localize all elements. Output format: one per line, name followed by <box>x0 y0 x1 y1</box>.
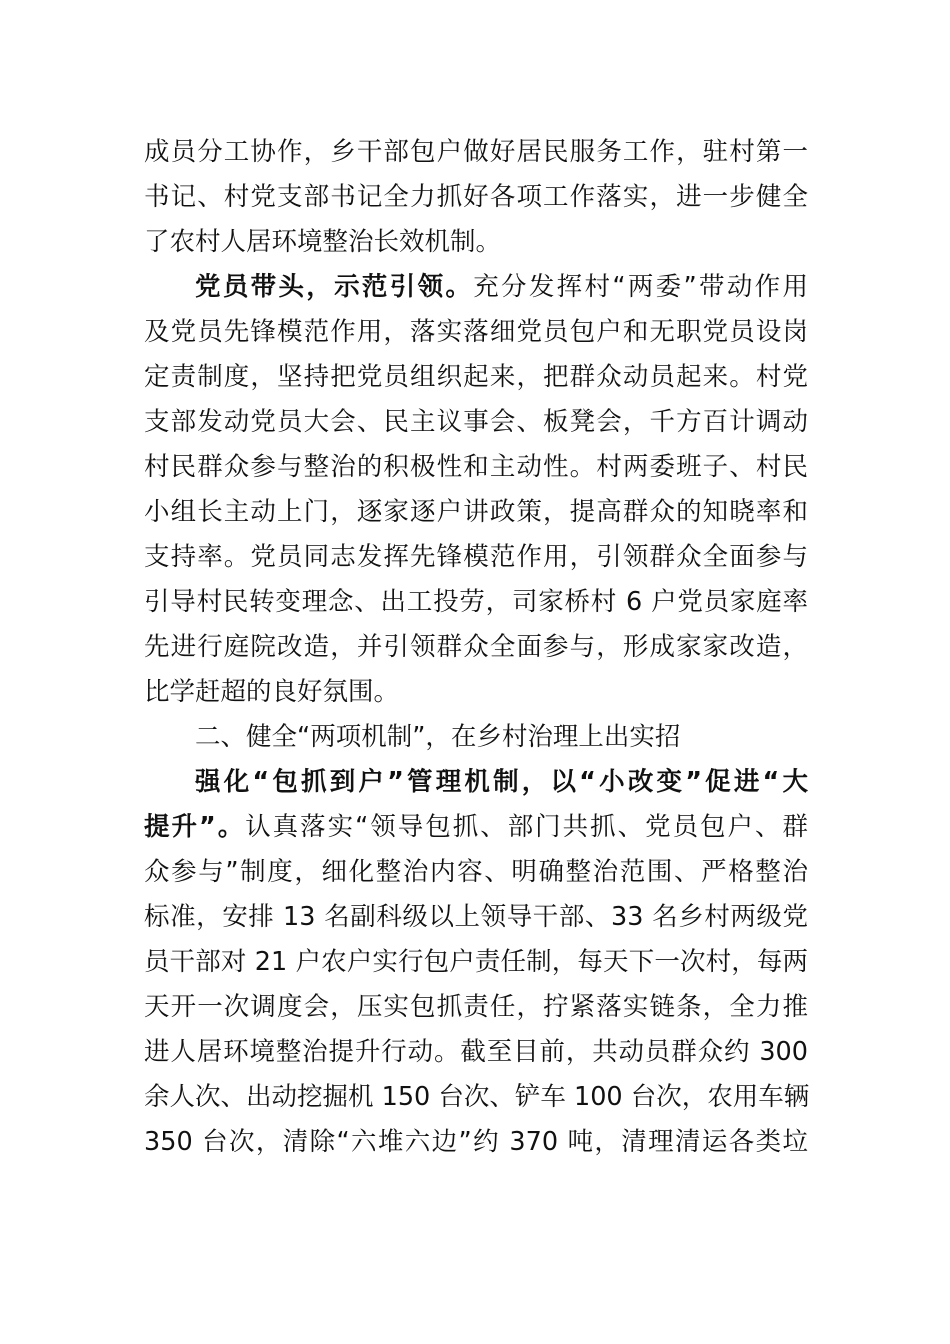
paragraph-line: 引导村民转变理念、出工投劳，司家桥村 6 户党员家庭率 <box>144 587 808 617</box>
document-page <box>144 130 808 1165</box>
paragraph-line: 及党员先锋模范作用，落实落细党员包户和无职党员设岗 <box>144 317 808 347</box>
paragraph-heading: 提升”。 <box>144 812 246 842</box>
paragraph-line: 标准，安排 13 名副科级以上领导干部、33 名乡村两级党 <box>144 902 808 932</box>
paragraph-heading: 强化“包抓到户”管理机制，以“小改变”促进“大 <box>195 767 808 797</box>
paragraph-line: 提升”。认真落实“领导包抓、部门共抓、党员包户、群 <box>144 812 808 842</box>
paragraph-line: 党员带头，示范引领。充分发挥村“两委”带动作用 <box>195 272 808 302</box>
paragraph-line: 众参与”制度，细化整治内容、明确整治范围、严格整治 <box>144 857 808 887</box>
paragraph-line: 支持率。党员同志发挥先锋模范作用，引领群众全面参与 <box>144 542 808 572</box>
paragraph-line: 350 台次，清除“六堆六边”约 370 吨，清理清运各类垃 <box>144 1127 808 1157</box>
paragraph-line: 先进行庭院改造，并引领群众全面参与，形成家家改造， <box>144 632 808 662</box>
paragraph-line: 员干部对 21 户农户实行包户责任制，每天下一次村，每两 <box>144 947 808 977</box>
paragraph-line <box>144 760 808 805</box>
paragraph-line: 定责制度，坚持把党员组织起来，把群众动员起来。村党 <box>144 362 808 392</box>
paragraph-line: 比学赶超的良好氛围。 <box>144 677 400 707</box>
paragraph-line: 天开一次调度会，压实包抓责任，拧紧落实链条，全力推 <box>144 992 808 1022</box>
paragraph-line: 村民群众参与整治的积极性和主动性。村两委班子、村民 <box>144 452 808 482</box>
paragraph-line: 了农村人居环境整治长效机制。 <box>144 227 502 257</box>
paragraph-line: 成员分工协作，乡干部包户做好居民服务工作，驻村第一 <box>144 137 808 167</box>
paragraph-line: 进人居环境整治提升行动。截至目前，共动员群众约 300 <box>144 1037 808 1067</box>
paragraph-line: 支部发动党员大会、民主议事会、板凳会，千方百计调动 <box>144 407 808 437</box>
paragraph-line: 小组长主动上门，逐家逐户讲政策，提高群众的知晓率和 <box>144 497 808 527</box>
paragraph-line: 书记、村党支部书记全力抓好各项工作落实，进一步健全 <box>144 182 808 212</box>
section-heading: 二、健全“两项机制”，在乡村治理上出实招 <box>195 722 681 752</box>
paragraph-line: 余人次、出动挖掘机 150 台次、铲车 100 台次，农用车辆 <box>144 1082 810 1112</box>
paragraph-heading: 党员带头，示范引领。 <box>195 272 474 302</box>
